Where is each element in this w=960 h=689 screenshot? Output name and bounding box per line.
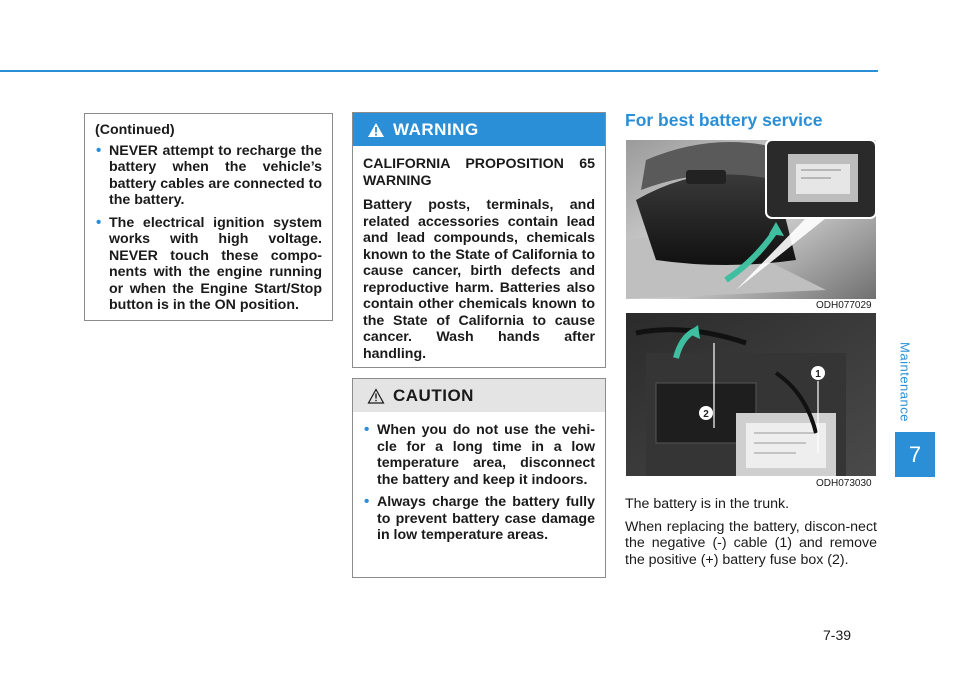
- caution-bullet: • When you do not use the vehi-cle for a long time in a low temperature area, disconnect the battery and keep it indoors.: [363, 422, 595, 488]
- continued-heading: (Continued): [95, 122, 175, 138]
- caution-bullet: • Always charge the battery fully to prevent battery case damage in low temperature areas.: [363, 494, 595, 544]
- warning-body: [353, 146, 605, 378]
- caution-box: [352, 378, 606, 578]
- caution-header: [353, 379, 605, 412]
- trunk-open-image: [626, 140, 876, 299]
- warning-header: [353, 113, 605, 146]
- figure-code: ODH077029: [816, 300, 872, 311]
- chapter-number: 7: [908, 441, 922, 467]
- caution-body: [353, 412, 605, 556]
- warning-triangle-icon: [367, 122, 385, 138]
- battery-instructions: [625, 496, 877, 574]
- battery-closeup-image: [626, 313, 876, 476]
- warning-box: [352, 112, 606, 368]
- chapter-tab-text: Maintenance: [897, 342, 913, 422]
- caution-bullet-list: [363, 422, 595, 544]
- caution-triangle-icon: [367, 388, 385, 404]
- warning-header-label: WARNING: [393, 119, 479, 139]
- section-title: For best battery service: [625, 110, 823, 130]
- warning-paragraph: Battery posts, terminals, and related accessories contain lead and lead compounds, chemicals known to the State of California to cause cancer, birth defects and reproductive harm. Batteries also contain other chemicals known to the State of California to cause cancer. Wash hands after handling.: [363, 197, 595, 362]
- top-rule: [0, 70, 878, 72]
- page-number: 7-39: [823, 627, 852, 643]
- continued-bullet: • NEVER attempt to recharge the battery when the vehicle’s battery cables are connected to the battery.: [95, 143, 322, 209]
- caution-header-label: CAUTION: [393, 385, 474, 405]
- figure-code: ODH073030: [816, 478, 872, 489]
- callout-number: 1: [815, 369, 821, 380]
- chapter-number-box: [895, 432, 935, 477]
- trunk-illustration: [626, 140, 876, 299]
- body-paragraph: The battery is in the trunk.: [625, 496, 790, 512]
- body-paragraph: When replacing the battery, discon-nect the negative (-) cable (1) and remove the positive (+) battery fuse box (2).: [625, 518, 877, 568]
- chapter-tab-label: [890, 342, 920, 422]
- continued-warning-box: [84, 113, 333, 321]
- continued-bullet-list: [95, 143, 322, 314]
- continued-bullet: • The electrical ignition system works with high voltage. NEVER touch these compo-nents with the engine running or when the Engine Start/Stop button is in the ON position.: [95, 215, 322, 314]
- callout-number: 2: [703, 409, 709, 420]
- warning-paragraph: CALIFORNIA PROPOSITION 65 WARNING: [363, 156, 595, 189]
- battery-closeup-illustration: [626, 313, 876, 476]
